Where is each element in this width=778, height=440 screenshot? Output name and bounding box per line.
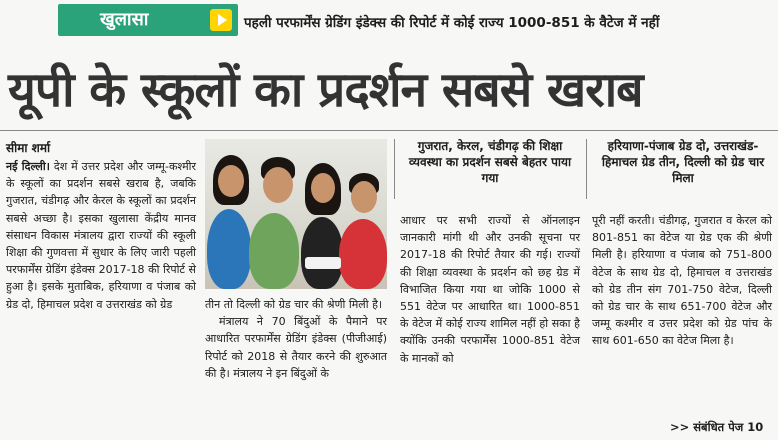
kicker: पहली परफार्मेंस ग्रेडिंग इंडेक्स की रिपोर्ट में कोई राज्य 1000-851 के वैटेज में नहीं [244, 15, 660, 31]
column-1 [6, 158, 196, 313]
dateline: नई दिल्ली। [6, 160, 50, 173]
students-photo [205, 139, 387, 289]
divider [0, 130, 778, 131]
headline: यूपी के स्कूलों का प्रदर्शन सबसे खराब [8, 62, 643, 118]
byline: सीमा शर्मा [6, 141, 51, 155]
divider [586, 139, 587, 199]
column-4: पूरी नहीं करती। चंडीगढ़, गुजरात व केरल को 801-851 का वेटेज या ग्रेड एक की श्रेणी मिली है। हरियाणा व पंजाब को 751-800 वेटेज के साथ ग्रेड दो, हिमाचल व उत्तराखंड को ग्रेड तीन संग 701-750 वेटेज, दिल्ली को ग्रेड चार के साथ 651-700 वेटेज और जम्मू कश्मीर व उत्तर प्रदेश को ग्रेड पांच के साथ 601-650 का वेटेज मिला है। [592, 214, 772, 348]
column-2 [205, 296, 387, 382]
related-page-link[interactable]: >> संबंधित पेज 10 [670, 420, 764, 434]
column-3: आधार पर सभी राज्यों से ऑनलाइन जानकारी मांगी थी और उनकी सूचना पर 2017-18 की रिपोर्ट तैयार की गई। राज्यों की शिक्षा व्यवस्था के प्रदर्शन को छह ग्रेड में विभाजित किया गया था जोकि 1000 से 551 वेटेज पर आधारित था। 1000-851 के वेटेज में कोई राज्य शामिल नहीं हो सका है क्योंकि उनकी परफार्मेंस 1000-851 वेटेज के मानकों को [400, 214, 580, 365]
column-1-text: देश में उत्तर प्रदेश और जम्मू-कश्मीर के स्कूलों का प्रदर्शन सबसे खराब है, जबकि गुजरात, चंडीगढ़ और केरल के स्कूलों का प्रदर्शन सबसे अच्छा है। इसका खुलासा केंद्रीय मानव संसाधन विकास मंत्रालय द्वारा राज्यों की स्कूली शिक्षा की गुणवत्ता में सुधार के लिए जारी पहली परफार्मेंस ग्रेडिंग इंडेक्स 2017-18 की रिपोर्ट से हुआ है। इसके मुताबिक, हरियाणा व पंजाब को ग्रेड दो, हिमाचल प्रदेश व उत्तराखंड को ग्रेड [6, 160, 196, 311]
divider [394, 139, 395, 199]
column-2-para-1: तीन तो दिल्ली को ग्रेड चार की श्रेणी मिली है। [205, 298, 383, 311]
section-tag-label: खुलासा [100, 9, 149, 30]
play-icon[interactable] [210, 9, 232, 31]
column-2-para-2: मंत्रालय ने 70 बिंदुओं के पैमाने पर आधारित परफार्मेंस ग्रेडिंग इंडेक्स (पीजीआई) रिपोर्ट को 2018 से तैयार करने की शुरुआत की है। मंत्रालय ने इन बिंदुओं के [205, 315, 387, 380]
subheading-1: गुजरात, केरल, चंडीगढ़ की शिक्षा व्यवस्था का प्रदर्शन सबसे बेहतर पाया गया [408, 139, 572, 185]
subheading-2: हरियाणा-पंजाब ग्रेड दो, उत्तराखंड-हिमाचल ग्रेड तीन, दिल्ली को ग्रेड चार मिला [601, 139, 765, 185]
